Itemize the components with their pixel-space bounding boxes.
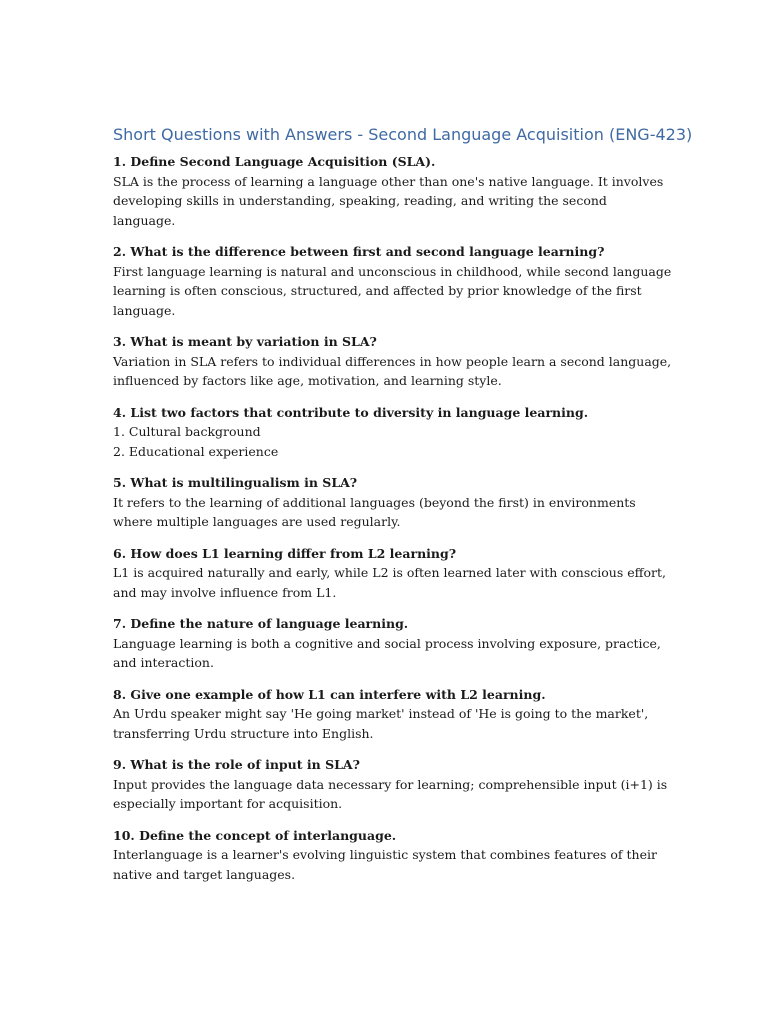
answer-8: An Urdu speaker might say 'He going market' instead of 'He is going to the market', transferring Urdu structure into English. (113, 706, 649, 741)
answer-3: Variation in SLA refers to individual differences in how people learn a second language, influenced by factors like age, motivation, and learning style. (113, 353, 672, 388)
answer-10: Interlanguage is a learner's evolving linguistic system that combines features of their native and target languages. (113, 847, 657, 882)
question-6: 6. How does L1 learning differ from L2 learning? (113, 545, 457, 561)
document-content (113, 124, 693, 896)
question-1: 1. Define Second Language Acquisition (SLA). (113, 154, 436, 169)
answer-2: First language learning is natural and unconscious in childhood, while second language learning is often conscious, structured, and affected by prior knowledge of the first language. (113, 263, 672, 318)
answer-9: Input provides the language data necessary for learning; comprehensible input (i+1) is especially important for acquisition. (113, 776, 668, 811)
qa-item-2 (113, 242, 673, 320)
question-3: 3. What is meant by variation in SLA? (113, 334, 377, 349)
question-5: 5. What is multilingualism in SLA? (113, 475, 358, 490)
answer-6: L1 is acquired naturally and early, while L2 is often learned later with conscious effort, and may involve influence from L1. (113, 565, 667, 600)
question-7: 7. Define the nature of language learning. (113, 616, 409, 631)
question-10: 10. Define the concept of interlanguage. (113, 827, 397, 843)
qa-item-4 (113, 403, 673, 462)
qa-item-8 (113, 685, 673, 744)
answer-4-line-1: 1. Cultural background (113, 424, 261, 439)
question-2: 2. What is the difference between first and second language learning? (113, 244, 605, 259)
qa-item-9 (113, 755, 673, 814)
qa-item-6 (113, 544, 673, 603)
qa-item-7 (113, 614, 673, 673)
answer-5: It refers to the learning of additional languages (beyond the first) in environments where multiple languages are used regularly. (113, 494, 636, 529)
answer-4-line-2: 2. Educational experience (113, 443, 279, 459)
question-8: 8. Give one example of how L1 can interfere with L2 learning. (113, 686, 546, 702)
document-title: Short Questions with Answers - Second Language Acquisition (ENG-423) (113, 125, 693, 144)
answer-1: SLA is the process of learning a language other than one's native language. It involves developing skills in understanding, speaking, reading, and writing the second language. (113, 173, 664, 228)
question-9: 9. What is the role of input in SLA? (113, 757, 360, 772)
qa-item-3 (113, 332, 673, 391)
qa-item-10 (113, 826, 673, 885)
question-4: 4. List two factors that contribute to diversity in language learning. (113, 404, 589, 420)
qa-item-5 (113, 473, 673, 532)
answer-4 (113, 422, 673, 461)
qa-item-1 (113, 152, 673, 230)
answer-7: Language learning is both a cognitive and social process involving exposure, practice, and interaction. (113, 635, 661, 670)
